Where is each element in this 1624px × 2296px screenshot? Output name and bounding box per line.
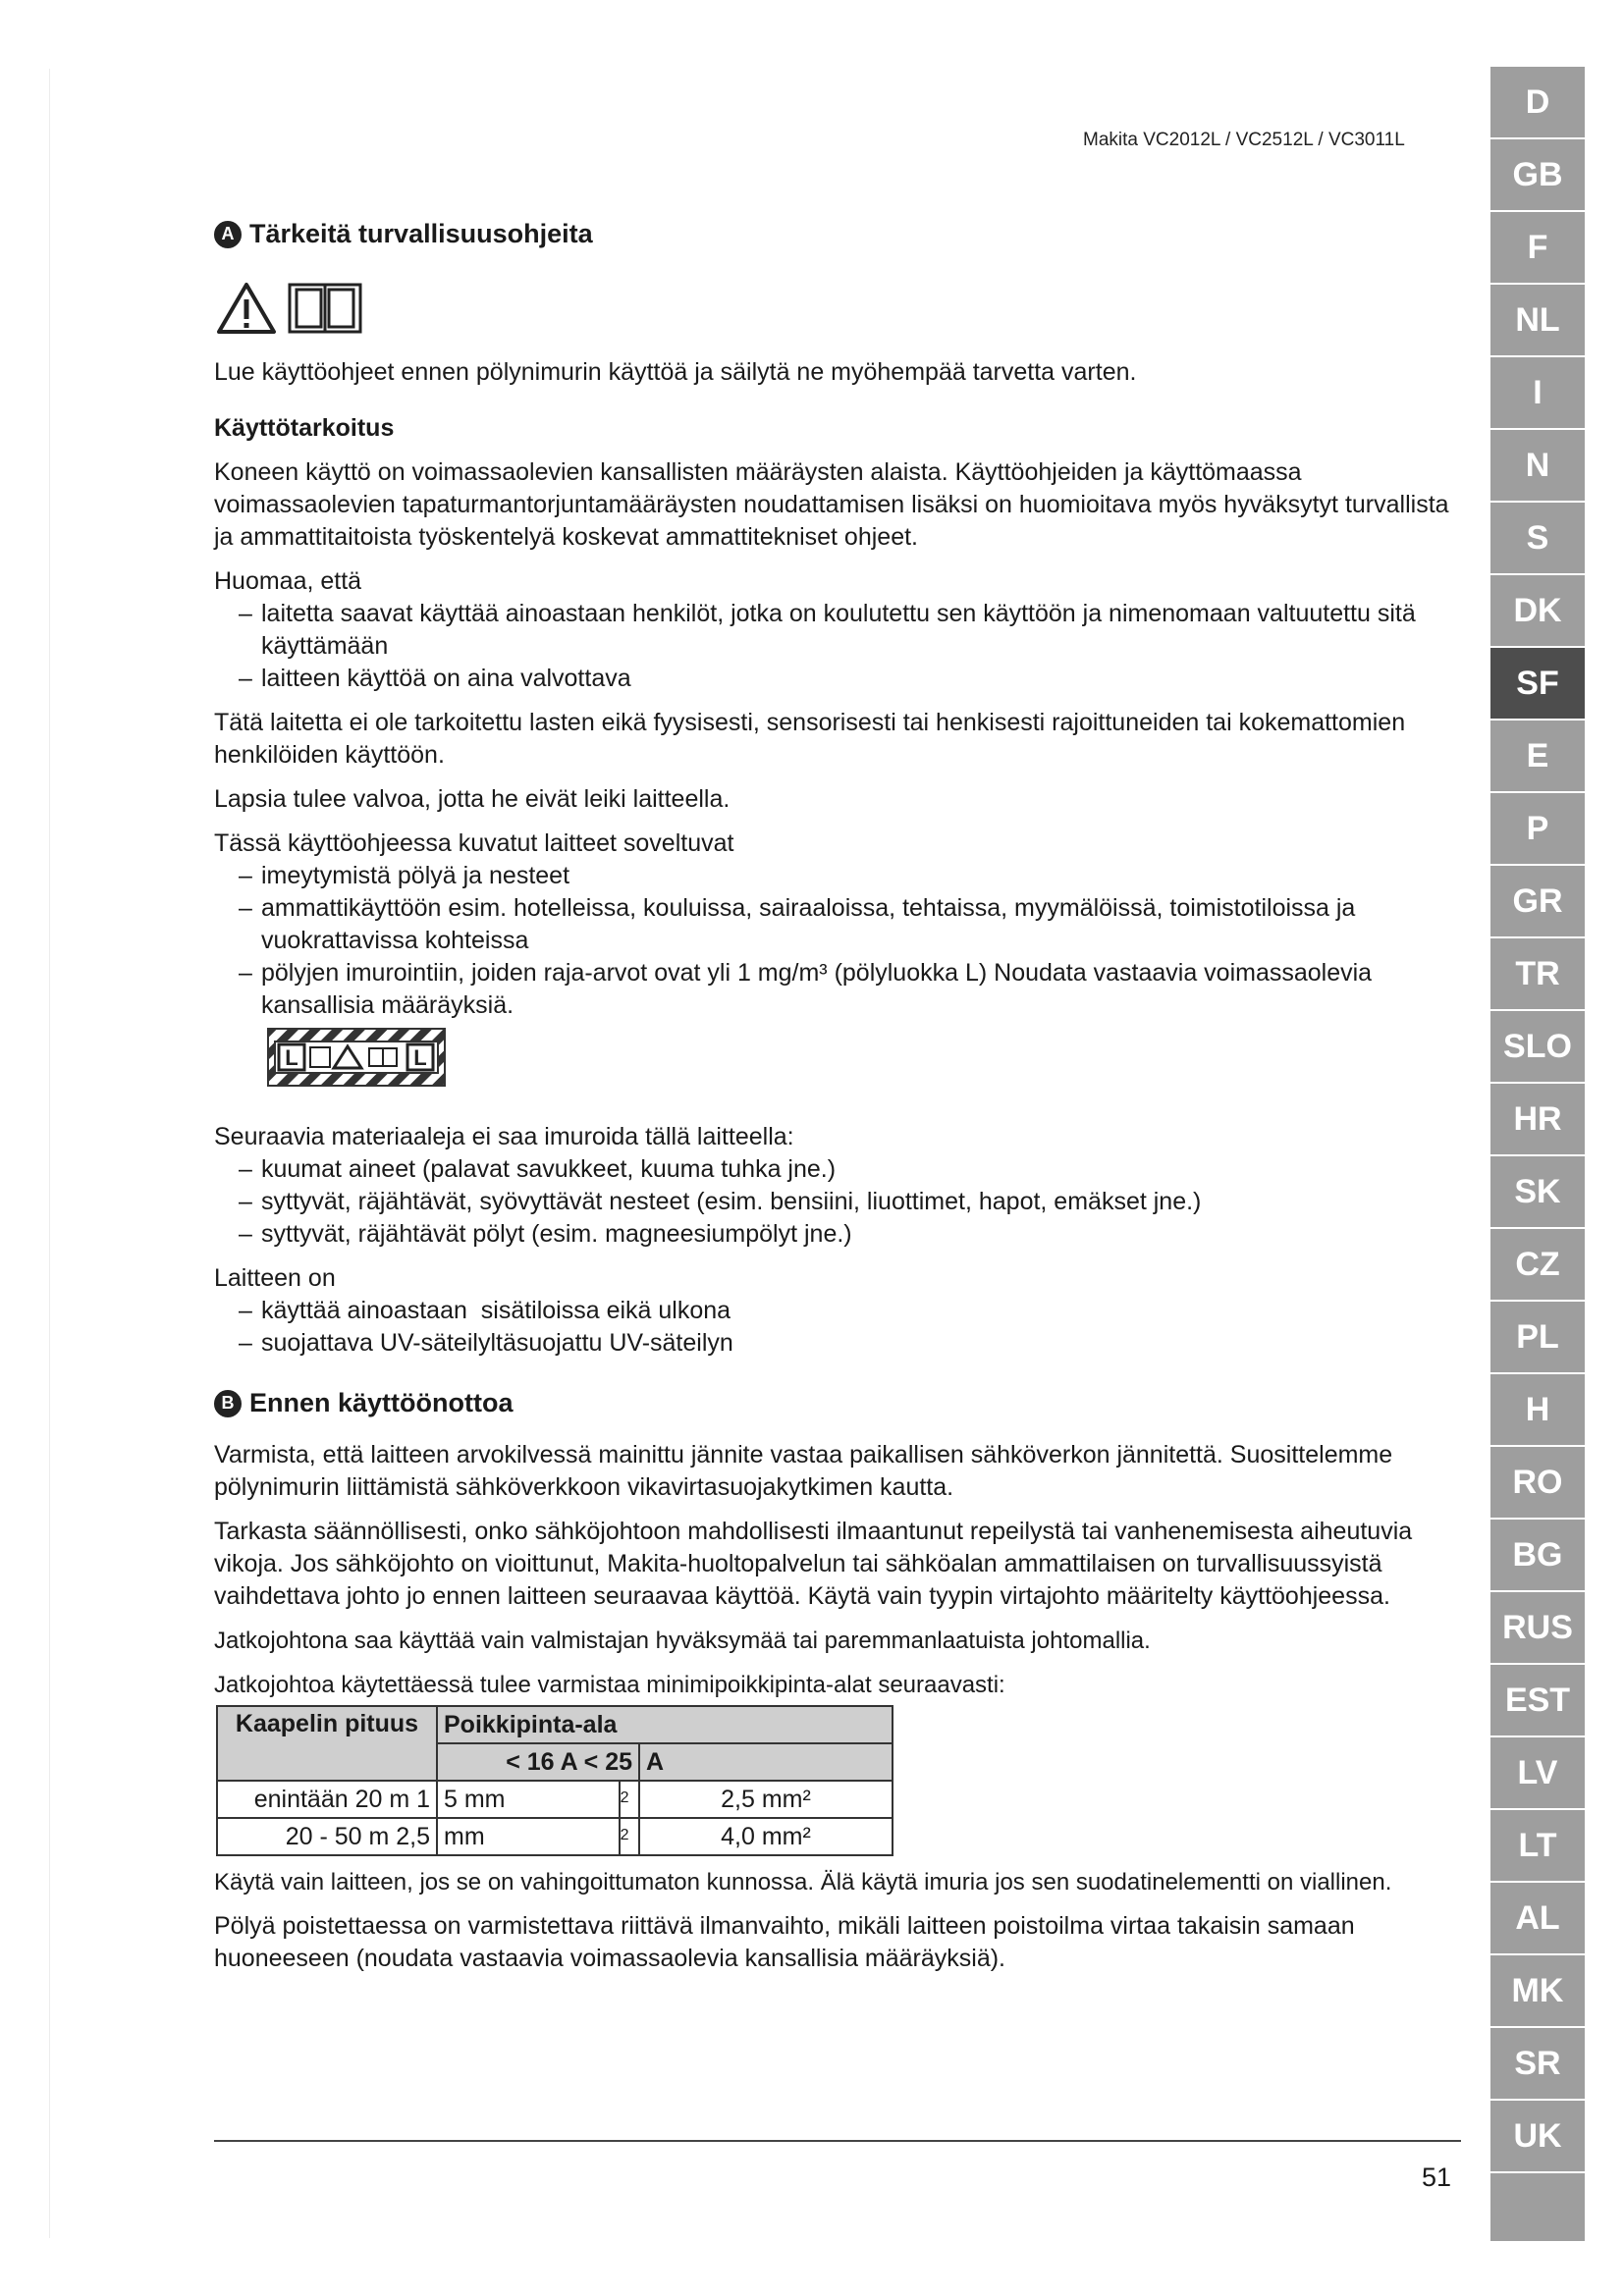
safety-icons [216, 282, 1461, 335]
damage-paragraph: Käytä vain laitteen, jos se on vahingoittumaton kunnossa. Älä käytä imuria jos sen suodatinelementti on viallinen. [214, 1869, 1392, 1896]
table-cell: enintään 20 m 1 [217, 1781, 437, 1818]
purpose-paragraph: Koneen käyttö on voimassaolevien kansallisten määräysten alaista. Käyttöohjeiden ja käyttömaassa voimassaolevien tapaturmantorjuntamääräysten noudattamisen lisäksi on huomioitava myös hyväksytyt turvallista ja ammattitaitoista työskentelyä koskevat ammattitekniset ohjeet. [214, 458, 1449, 551]
lang-tab-hr[interactable]: HR [1490, 1084, 1585, 1156]
warning-triangle-icon [216, 282, 277, 335]
children-restriction: Tätä laitetta ei ole tarkoitettu lasten eikä fyysisesti, sensorisesti tai henkisesti rajoittuneiden tai kokemattomien henkilöiden käyttöön. [214, 709, 1406, 769]
lang-tab-i[interactable]: I [1490, 357, 1585, 430]
suitability-list [214, 860, 1461, 1022]
section-a-title [214, 218, 1461, 250]
lang-tab-rus[interactable]: RUS [1490, 1592, 1585, 1665]
list-item: – käyttää ainoastaan sisätiloissa eikä ulkona [214, 1295, 1461, 1327]
forbidden-list [214, 1153, 1461, 1251]
section-b-title-text: Ennen käyttöönottoa [249, 1388, 514, 1417]
lang-tab-mk[interactable]: MK [1490, 1955, 1585, 2028]
list-item: – suojattava UV-säteilyltäsuojattu UV-säteilyn [214, 1327, 1461, 1360]
table-header-cross-section: Poikkipinta-ala [437, 1706, 893, 1743]
language-tabs [1490, 67, 1585, 2241]
lang-tab-gr[interactable]: GR [1490, 866, 1585, 938]
lang-tab-s[interactable]: S [1490, 503, 1585, 575]
table-subheader-unit: A [639, 1743, 893, 1781]
list-item: – syttyvät, räjähtävät, syövyttävät nesteet (esim. bensiini, liuottimet, hapot, emäkset jne.) [214, 1186, 1461, 1218]
section-a-title-text: Tärkeitä turvallisuusohjeita [249, 219, 593, 248]
lang-tab-dk[interactable]: DK [1490, 575, 1585, 648]
note-list [214, 598, 1461, 695]
lang-tab-e[interactable]: E [1490, 721, 1585, 793]
dust-class-label [267, 1028, 1461, 1095]
table-cell: 2,5 mm² [639, 1781, 893, 1818]
table-cell: mm [437, 1818, 620, 1855]
list-item: – kuumat aineet (palavat savukkeet, kuuma tuhka jne.) [214, 1153, 1461, 1186]
lang-tab-lt[interactable]: LT [1490, 1810, 1585, 1883]
intro-text: Lue käyttöohjeet ennen pölynimurin käyttöä ja säilytä ne myöhempää tarvetta varten. [214, 358, 1137, 386]
lang-tab-h[interactable]: H [1490, 1374, 1585, 1447]
list-item: – laitteen käyttöä on aina valvottava [214, 663, 1461, 695]
section-b-badge: B [214, 1390, 242, 1417]
dust-class-l-icon [267, 1028, 446, 1087]
list-item: – laitetta saavat käyttää ainoastaan henkilöt, jotka on koulutettu sen käyttöön ja nimenomaan valtuutettu sitä käyttämään [214, 598, 1461, 663]
lang-tab-ro[interactable]: RO [1490, 1447, 1585, 1520]
table-cell: 2 [620, 1818, 639, 1855]
table-cell: 20 - 50 m 2,5 [217, 1818, 437, 1855]
lang-tab-gb[interactable]: GB [1490, 139, 1585, 212]
manual-book-icon [287, 282, 363, 335]
list-item: – ammattikäyttöön esim. hotelleissa, kouluissa, sairaaloissa, tehtaissa, myymälöissä, toimistotiloissa ja vuokrattavissa kohteissa [214, 892, 1461, 957]
cable-table [216, 1705, 893, 1856]
voltage-paragraph: Varmista, että laitteen arvokilvessä mainittu jännite vastaa paikallisen sähköverkon jännitettä. Suosittelemme pölynimurin liittämistä sähköverkkoon vikavirtasuojakytkimen kautta. [214, 1441, 1393, 1501]
lang-tab-p[interactable]: P [1490, 793, 1585, 866]
list-item: – imeytymistä pölyä ja nesteet [214, 860, 1461, 892]
lang-tab-uk[interactable]: UK [1490, 2101, 1585, 2173]
section-b-title [214, 1387, 1461, 1419]
lang-tab-f[interactable]: F [1490, 212, 1585, 285]
lang-tab-lv[interactable]: LV [1490, 1737, 1585, 1810]
lang-tab-sf[interactable]: SF [1490, 648, 1585, 721]
page-edge [49, 69, 50, 2238]
device-list [214, 1295, 1461, 1360]
table-cell: 4,0 mm² [639, 1818, 893, 1855]
table-cell: 2 [620, 1781, 639, 1818]
extension-cord-paragraph: Jatkojohtona saa käyttää vain valmistajan hyväksymää tai paremmanlaatuista johtomallia. [214, 1628, 1151, 1654]
main-content [214, 218, 1461, 1987]
lang-tab-est[interactable]: EST [1490, 1665, 1585, 1737]
section-a-badge: A [214, 221, 242, 248]
table-subheader-current: < 16 A < 25 [437, 1743, 639, 1781]
lang-tab-bg[interactable]: BG [1490, 1520, 1585, 1592]
ventilation-paragraph: Pölyä poistettaessa on varmistettava riittävä ilmanvaihto, mikäli laitteen poistoilma virtaa takaisin samaan huoneeseen (noudata vastaavia voimassaolevia kansallisia määräyksiä). [214, 1912, 1355, 1972]
footer-divider [214, 2140, 1461, 2142]
lang-tab-sr[interactable]: SR [1490, 2028, 1585, 2101]
table-header-row [217, 1706, 893, 1743]
lang-tab-d[interactable]: D [1490, 67, 1585, 139]
purpose-subhead: Käyttötarkoitus [214, 414, 395, 442]
cross-section-intro: Jatkojohtoa käytettäessä tulee varmistaa minimipoikkipinta-alat seuraavasti: [214, 1672, 1005, 1698]
table-row [217, 1818, 893, 1855]
model-header: Makita VC2012L / VC2512L / VC3011L [1083, 130, 1405, 150]
lang-tab-nl[interactable]: NL [1490, 285, 1585, 357]
list-item: – pölyjen imurointiin, joiden raja-arvot ovat yli 1 mg/m³ (pölyluokka L) Noudata vastaavia voimassaolevia kansallisia määräyksiä. [214, 957, 1461, 1022]
lang-tab-al[interactable]: AL [1490, 1883, 1585, 1955]
table-header-length: Kaapelin pituus [217, 1706, 437, 1781]
device-intro: Laitteen on [214, 1264, 336, 1292]
lang-tab-slo[interactable]: SLO [1490, 1011, 1585, 1084]
lang-tab-pl[interactable]: PL [1490, 1302, 1585, 1374]
list-item: – syttyvät, räjähtävät pölyt (esim. magneesiumpölyt jne.) [214, 1218, 1461, 1251]
lang-tab-n[interactable]: N [1490, 430, 1585, 503]
label-letter-right: L [413, 1045, 427, 1070]
lang-tab-cz[interactable]: CZ [1490, 1229, 1585, 1302]
cord-check-paragraph: Tarkasta säännöllisesti, onko sähköjohtoon mahdollisesti ilmaantunut repeilystä tai vanhenemisesta aiheutuvia vikoja. Jos sähköjohto on vioittunut, Makita-huoltopalvelun tai sähköalan ammattilaisen on turvallisuussyistä vaihdettava johto jo ennen laitteen seuraavaa käyttöä. Käytä vain tyypin virtajohto määritelty käyttöohjeessa. [214, 1518, 1413, 1610]
label-letter-left: L [285, 1045, 298, 1070]
children-supervision: Lapsia tulee valvoa, jotta he eivät leiki laitteella. [214, 785, 731, 813]
page-number: 51 [1422, 2163, 1452, 2192]
lang-tab-tr[interactable]: TR [1490, 938, 1585, 1011]
table-row [217, 1781, 893, 1818]
forbidden-intro: Seuraavia materiaaleja ei saa imuroida tällä laitteella: [214, 1123, 794, 1150]
note-intro: Huomaa, että [214, 567, 362, 595]
lang-tab-sk[interactable]: SK [1490, 1156, 1585, 1229]
table-cell: 5 mm [437, 1781, 620, 1818]
suitability-intro: Tässä käyttöohjeessa kuvatut laitteet soveltuvat [214, 829, 734, 857]
